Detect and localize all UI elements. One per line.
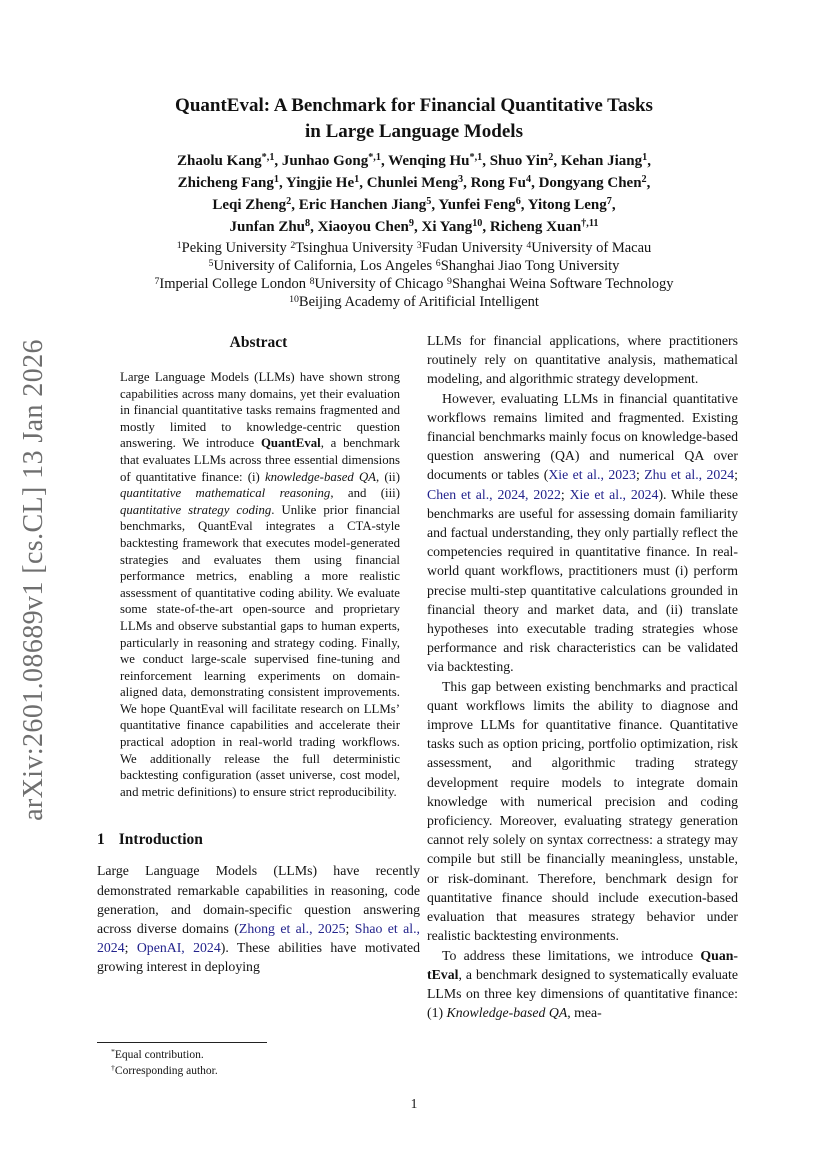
text-segment: Large Language Models (LLMs) have shown strong capabilities across many domains, yet their evaluation in financial quantitative tasks remains fragmented and mostly limited to knowledge-centric question answering. We introduce (120, 370, 400, 451)
text-segment: 8 (309, 275, 315, 287)
text-segment: , (531, 175, 539, 191)
text-segment: ). While these benchmarks are useful for assessing domain familiarity and factual understanding, they only partially reflect the competencies required in quantitative finance. In real-world quant workflows, practitioners must (i) perform precise multi-step quantitative calculations grounded in financial theory and market data, and (ii) translate hypotheses into executable trading strategies whose performance and risk characteristics can be validated via backtesting. (427, 486, 738, 675)
text-segment: *,1 (368, 152, 381, 164)
text-segment: To address these limitations, we introduce (442, 947, 701, 963)
text-segment: QuantEval (260, 436, 321, 451)
text-segment: 9 (408, 218, 414, 230)
text-segment: 10 (289, 293, 299, 305)
text-segment: , (646, 175, 651, 191)
text-segment: Junfan Zhu (229, 219, 306, 235)
text-segment: , (359, 175, 367, 191)
text-segment: †,11 (581, 218, 599, 230)
text-segment: , (463, 175, 471, 191)
text-segment: Shanghai Weina Software Technology (451, 276, 674, 292)
paper-title-line-2: in Large Language Models (305, 121, 523, 142)
text-segment: quantitative mathematical reasoning (120, 486, 331, 501)
text-segment: 6 (435, 257, 441, 269)
footnote-block (97, 1042, 420, 1079)
text-segment: Wenqing Hu (388, 153, 470, 169)
text-segment: Quan-tEval (427, 947, 738, 982)
text-segment: , (647, 153, 651, 169)
footnote-equal-contribution (97, 1047, 420, 1063)
text-segment: University of Macau (531, 240, 652, 256)
text-segment: ; (560, 486, 570, 502)
citation-link[interactable]: Xie et al., 2023 (548, 467, 636, 483)
text-segment: 9 (447, 275, 452, 287)
citation-link[interactable]: Shao et al., 2024 (97, 921, 420, 956)
authors-block (64, 150, 764, 238)
text-segment: Eric Hanchen Jiang (298, 197, 427, 213)
text-segment: ; (345, 921, 355, 937)
text-segment: 8 (305, 218, 311, 230)
text-segment: Fudan University (421, 240, 527, 256)
text-segment: , (482, 153, 490, 169)
text-segment: ; (124, 940, 137, 956)
affiliation-line (64, 257, 764, 275)
page-number: 1 (410, 1096, 418, 1111)
text-segment: Rong Fu (470, 175, 526, 191)
text-segment: 7 (154, 275, 160, 287)
body-paragraph (427, 946, 738, 1023)
text-segment: , (431, 197, 439, 213)
text-segment: Leqi Zheng (212, 197, 287, 213)
text-segment: 4 (526, 174, 532, 186)
citation-link[interactable]: Zhong et al., 2025 (238, 921, 346, 937)
text-segment: , (310, 219, 318, 235)
text-segment: Equal contribution. (114, 1049, 204, 1061)
affiliation-line (64, 293, 764, 311)
citation-link[interactable]: Xie et al., 2024 (569, 486, 659, 502)
text-segment: , (520, 197, 528, 213)
text-segment: Peking University (181, 240, 291, 256)
text-segment: 4 (526, 239, 532, 251)
citation-link[interactable]: Zhu et al., 2024 (644, 467, 735, 483)
text-segment: ; (734, 467, 738, 483)
text-segment: Shuo Yin (489, 153, 549, 169)
text-segment: Yunfei Feng (438, 197, 516, 213)
text-segment: 3 (416, 239, 422, 251)
text-segment: . Unlike prior financial benchmarks, QuantEval integrates a CTA-style backtesting framework that executes model-generated strategies and evaluates them using financial performance metrics, enabling a more realistic assessment of quantitative coding ability. We evaluate some state-of-the-art open-source and proprietary LLMs and observe substantial gaps to human experts, particularly in reasoning and strategy coding. Finally, we conduct large-scale supervised fine-tuning and reinforcement learning experiments on domain-aligned data, demonstrating consistent improvements. We hope QuantEval will facilitate research on LLMs’ quantitative finance capabilities and accelerate their practical adoption in real-world trading workflows. We additionally release the full deterministic backtesting configuration (asset universe, cost model, and metric definitions) to ensure strict reproducibility. (120, 502, 400, 799)
text-segment: , (291, 197, 299, 213)
text-segment: , (380, 153, 389, 169)
text-segment: Kehan Jiang (560, 153, 643, 169)
body-paragraph (427, 331, 738, 389)
text-segment: 2 (286, 196, 292, 208)
text-segment: , (413, 219, 422, 235)
text-segment: LLMs for financial applications, where practitioners routinely rely on quantitative analysis, mathematical modeling, and algorithmic strategy development. (427, 333, 738, 387)
arxiv-watermark: arXiv:2601.08689v1 [cs.CL] 13 Jan 2026 (18, 339, 49, 821)
citation-link[interactable]: OpenAI, 2024 (136, 940, 221, 956)
text-segment: ; (635, 467, 645, 483)
text-segment: Knowledge-based QA (446, 1005, 568, 1021)
body-paragraph (427, 389, 738, 677)
text-segment: Xi Yang (421, 219, 473, 235)
text-segment: , (553, 153, 561, 169)
text-segment: , (274, 153, 282, 169)
text-segment: 5 (208, 257, 214, 269)
text-segment: Xiaoyou Chen (317, 219, 409, 235)
text-segment: , (611, 197, 616, 213)
section-number: 1 (97, 831, 105, 849)
text-segment: quantitative strategy coding (120, 502, 272, 517)
text-segment: , (ii) (376, 469, 400, 484)
text-segment: Beijing Academy of Aritificial Intelligent (298, 294, 539, 310)
text-segment: Richeng Xuan (489, 219, 582, 235)
text-segment: Zhicheng Fang (177, 175, 274, 191)
text-segment: 2 (290, 239, 296, 251)
citation-link[interactable]: Chen et al., 2024, 2022 (427, 486, 561, 502)
text-segment: 1 (354, 174, 360, 186)
paper-title-line-1: QuantEval: A Benchmark for Financial Quantitative Tasks (175, 95, 653, 116)
text-segment: *,1 (261, 152, 275, 164)
text-segment: , (278, 175, 286, 191)
text-segment: 10 (472, 218, 483, 230)
abstract-body (120, 369, 400, 800)
text-segment: Junhao Gong (281, 153, 369, 169)
author-line (64, 150, 764, 172)
text-segment: Yitong Leng (527, 197, 607, 213)
footnote-divider (97, 1042, 267, 1043)
text-segment: Imperial College London (159, 276, 310, 292)
author-line (64, 216, 764, 238)
text-segment: , a benchmark designed to systematically evaluate LLMs on three key dimensions of quantitative finance: (1) (427, 966, 738, 1021)
text-segment: However, evaluating LLMs in financial quantitative workflows remains limited and fragmented. Existing financial benchmarks mainly focus on knowledge-based question answering (QA) and numerical QA over documents or tables ( (427, 390, 738, 483)
text-segment: University of Chicago (314, 276, 448, 292)
section-title: Introduction (118, 831, 203, 849)
intro-paragraph (97, 861, 420, 976)
text-segment: 2 (548, 152, 554, 164)
text-segment: 1 (273, 174, 279, 186)
text-segment: 3 (457, 174, 464, 186)
text-segment: Large Language Models (LLMs) have recently demonstrated remarkable capabilities in reasoning, code generation, and domain-specific question answering across diverse domains ( (97, 863, 420, 937)
text-segment: knowledge-based QA (264, 469, 376, 484)
text-segment: Corresponding author. (114, 1065, 218, 1077)
text-segment: 6 (515, 196, 521, 208)
affiliation-line (64, 275, 764, 293)
right-column (427, 331, 738, 1022)
text-segment: Shanghai Jiao Tong University (440, 258, 620, 274)
text-segment: , (482, 219, 490, 235)
text-segment: † (111, 1063, 115, 1073)
author-line (64, 172, 764, 194)
text-segment: Yingjie He (285, 175, 355, 191)
text-segment: * (111, 1047, 115, 1057)
text-segment: ). These abilities have motivated growing interest in deploying (97, 940, 420, 975)
author-line (64, 194, 764, 216)
body-paragraph (427, 677, 738, 946)
footnote-corresponding-author (97, 1063, 420, 1079)
left-column (97, 330, 420, 977)
text-segment: 7 (606, 196, 612, 208)
affiliations-block (64, 239, 764, 311)
paper-title (0, 93, 828, 145)
text-segment: 2 (641, 174, 647, 186)
text-segment: Chunlei Meng (366, 175, 458, 191)
text-segment: Zhaolu Kang (177, 153, 262, 169)
text-segment: 5 (426, 196, 432, 208)
section-heading-introduction (97, 831, 420, 849)
abstract-heading: Abstract (229, 334, 288, 351)
text-segment: University of California, Los Angeles (213, 258, 436, 274)
text-segment: , mea- (567, 1005, 602, 1021)
text-segment: Tsinghua University (295, 240, 417, 256)
text-segment: *,1 (469, 152, 483, 164)
text-segment: 1 (642, 152, 648, 164)
text-segment: , a benchmark that evaluates LLMs across three essential dimensions of quantitative finance: (i) (120, 436, 400, 484)
text-segment: , and (iii) (330, 486, 400, 501)
text-segment: This gap between existing benchmarks and practical quant workflows limits the ability to diagnose and improve LLMs for quantitative finance. Quantitative tasks such as option pricing, portfolio optimization, risk assessment, and algorithmic trading strategy development require models to integrate domain knowledge with numerical precision and coding proficiency. Moreover, evaluating strategy generation cannot rely solely on syntax correctness: a strategy may compile but still be financially meaningless, unstable, or risk-dominant. Therefore, benchmark design for quantitative finance should include execution-based evaluation that measures strategy behavior under realistic backtesting environments. (427, 678, 738, 944)
text-segment: Dongyang Chen (538, 175, 642, 191)
affiliation-line (64, 239, 764, 257)
text-segment: 1 (176, 239, 182, 251)
